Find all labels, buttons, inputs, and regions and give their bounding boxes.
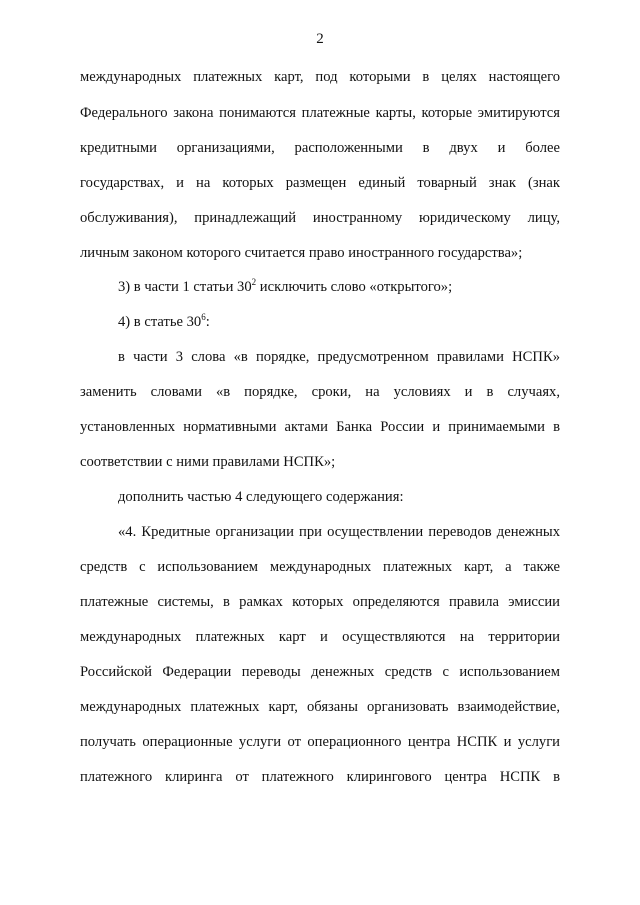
paragraph-line: в части 3 слова «в порядке, предусмотренном правилами НСПК» xyxy=(118,349,560,365)
paragraph-line: государствах, и на которых размещен единый товарный знак (знак xyxy=(80,175,560,191)
item-4-superscript: 6 xyxy=(201,312,206,322)
item-3-line xyxy=(118,278,560,296)
item-3-text-end: исключить слово «открытого»; xyxy=(256,279,453,295)
item-4-text-end: : xyxy=(205,314,210,330)
page-number: 2 xyxy=(316,31,324,47)
paragraph-line: международных платежных карт и осуществляются на территории xyxy=(80,629,560,645)
item-4-text: 4) в статье 30 xyxy=(118,314,202,330)
paragraph-line: личным законом которого считается право иностранного государства»; xyxy=(80,245,523,261)
paragraph-line: кредитными организациями, расположенными в двух и более xyxy=(80,140,560,156)
item-3-text: 3) в части 1 статьи 30 xyxy=(118,279,252,295)
paragraph-line: обслуживания), принадлежащий иностранному юридическому лицу, xyxy=(80,210,560,226)
paragraph-line: международных платежных карт, под которыми в целях настоящего xyxy=(80,69,560,85)
paragraph-line: платежного клиринга от платежного клирингового центра НСПК в xyxy=(80,769,560,785)
paragraph-line: Российской Федерации переводы денежных средств с использованием xyxy=(80,664,560,680)
paragraph-line: международных платежных карт, обязаны организовать взаимодействие, xyxy=(80,699,560,715)
paragraph-line: средств с использованием международных платежных карт, а также xyxy=(80,559,560,575)
paragraph-line: платежные системы, в рамках которых определяются правила эмиссии xyxy=(80,594,560,610)
paragraph-line: дополнить частью 4 следующего содержания: xyxy=(118,489,404,505)
paragraph-line: установленных нормативными актами Банка России и принимаемыми в xyxy=(80,419,560,435)
item-3-superscript: 2 xyxy=(251,277,257,287)
item-4-line xyxy=(118,313,560,331)
paragraph-line: Федерального закона понимаются платежные карты, которые эмитируются xyxy=(80,105,560,121)
paragraph-line: соответствии с ними правилами НСПК»; xyxy=(80,454,336,470)
paragraph-line: получать операционные услуги от операционного центра НСПК и услуги xyxy=(80,734,560,750)
paragraph-line: заменить словами «в порядке, сроки, на условиях и в случаях, xyxy=(80,384,560,400)
paragraph-line: «4. Кредитные организации при осуществлении переводов денежных xyxy=(118,524,560,540)
